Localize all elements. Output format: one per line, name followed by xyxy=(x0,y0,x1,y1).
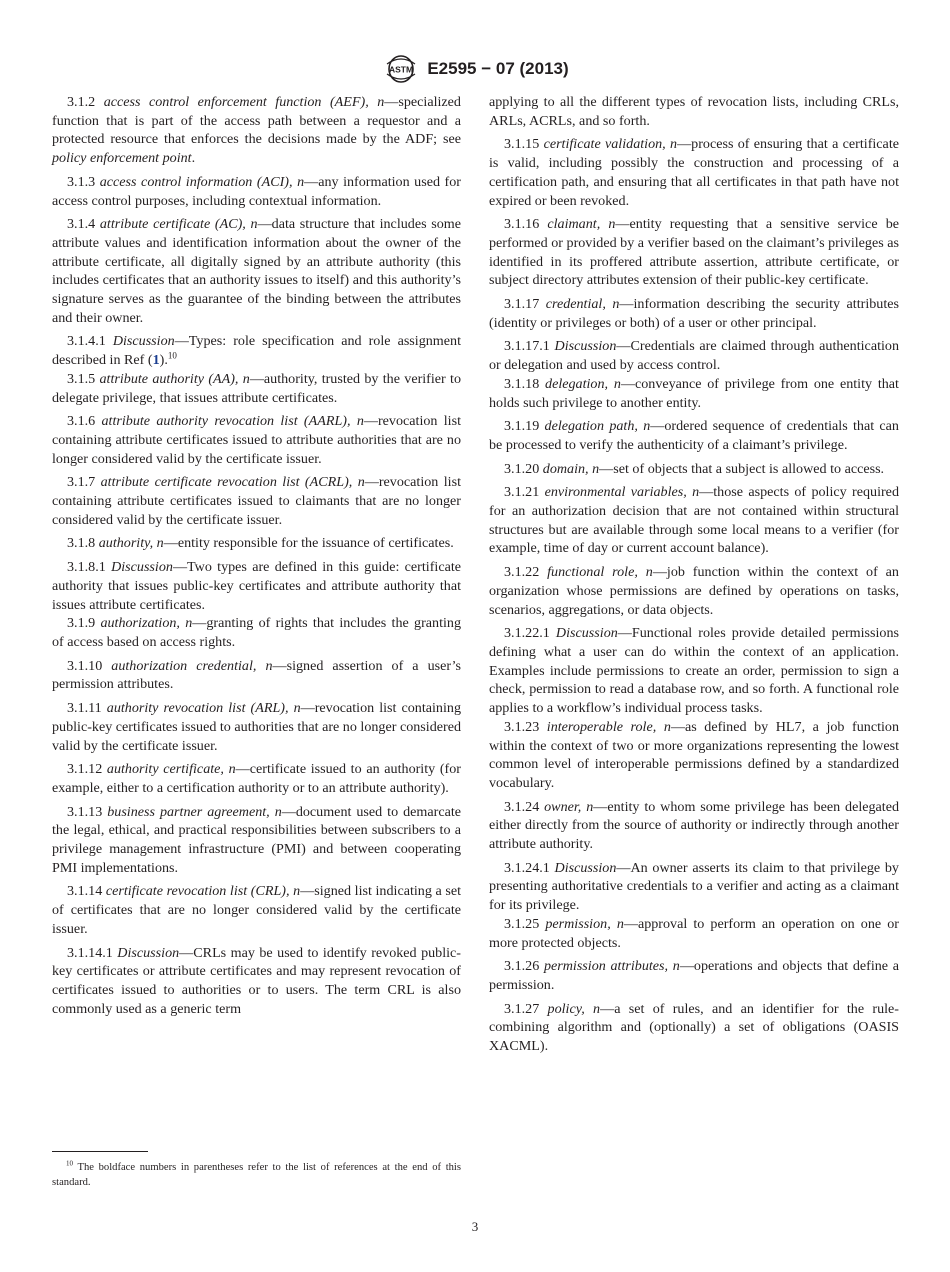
part-of-speech: n xyxy=(265,657,273,674)
clause-number: 3.1.19 xyxy=(504,418,540,435)
definition-text: —revocation list containing attribute certificates issued to attribute authorities that are no longer considered valid by the certificate issuer. xyxy=(52,413,461,467)
part-of-speech: n xyxy=(274,803,282,820)
discussion-text: —Credentials are claimed through authentication or delegation and used by access control. xyxy=(489,338,899,374)
definition-text: —revocation list containing attribute certificates issued to claimants that are no longer considered valid by the certificate issuer. xyxy=(52,474,461,528)
definition-text: —job function within the context of an organization whose permissions are defined by operations on tasks, scenarios, aggregations, or data objects. xyxy=(489,564,899,618)
discussion-text-end: ). xyxy=(159,352,168,369)
definition-paragraph xyxy=(489,215,899,290)
definition-paragraph xyxy=(52,558,461,614)
part-of-speech: n xyxy=(663,718,671,735)
discussion-label: Discussion xyxy=(111,559,173,576)
definition-paragraph xyxy=(52,215,461,327)
definition-paragraph xyxy=(52,412,461,468)
defined-term: attribute authority revocation list (AARL), xyxy=(101,413,351,430)
part-of-speech: n xyxy=(228,761,236,778)
part-of-speech: n xyxy=(613,375,621,392)
defined-term: authorization, xyxy=(100,615,180,632)
clause-number: 3.1.18 xyxy=(504,375,540,392)
definition-paragraph xyxy=(489,624,899,718)
clause-number: 3.1.3 xyxy=(67,173,96,190)
footnote-text: The boldface numbers in parentheses refer to the list of references at the end of this standard. xyxy=(52,1162,461,1188)
definition-text: —signed list indicating a set of certificates that are no longer considered valid by the certificate issuer. xyxy=(52,883,461,937)
definition-paragraph xyxy=(52,473,461,529)
definition-paragraph xyxy=(52,614,461,651)
clause-number: 3.1.2 xyxy=(67,94,96,110)
definition-paragraph xyxy=(489,957,899,994)
part-of-speech: n xyxy=(356,413,364,430)
clause-number: 3.1.23 xyxy=(504,718,540,735)
defined-term: certificate revocation list (CRL), xyxy=(105,883,290,900)
definition-paragraph xyxy=(52,657,461,694)
discussion-text: —CRLs may be used to identify revoked public-key certificates or attribute certificates and may represent revocation of certificates issued to authorities or to users. The term CRL is also commonly used as a generic term xyxy=(52,944,461,1017)
clause-number: 3.1.16 xyxy=(504,216,540,233)
footnote-reference: 10 xyxy=(167,350,177,361)
defined-term: authority, xyxy=(98,535,154,552)
definition-text: —revocation list containing public-key certificates issued to authorities that are no longer considered valid by the certificate issuer. xyxy=(52,700,461,754)
discussion-label: Discussion xyxy=(554,859,617,876)
discussion-label: Discussion xyxy=(112,333,175,350)
part-of-speech: n xyxy=(616,915,624,932)
clause-number: 3.1.22.1 xyxy=(504,625,550,642)
definition-text: —granting of rights that includes the granting of access based on access rights. xyxy=(52,615,461,650)
defined-term: interoperable role, xyxy=(546,718,657,735)
clause-number: 3.1.5 xyxy=(67,370,96,387)
part-of-speech: n xyxy=(377,94,385,110)
discussion-text: —An owner asserts its claim to that privilege by presenting authoritative credentials to a verifier and acting as a claimant for its privilege. xyxy=(489,859,899,914)
clause-number: 3.1.15 xyxy=(504,136,540,153)
definition-text: —as defined by HL7, a job function within the context of two or more organizations representing the lowest common level of interoperable permissions defined by a standardized vocabulary. xyxy=(489,718,900,791)
clause-number: 3.1.13 xyxy=(67,803,103,820)
definition-paragraph xyxy=(489,93,899,130)
defined-term: permission, xyxy=(545,915,611,932)
definition-paragraph xyxy=(52,760,461,797)
definition-tail: . xyxy=(191,150,196,167)
definition-text: —entity requesting that a sensitive service be performed or provided by a verifier based on the claimant’s privileges as identified in its proffered attribute assertion, attribute certificate, or subject directory attributes extension of their public-key certificate. xyxy=(489,216,900,289)
defined-term: delegation, xyxy=(545,375,609,392)
definition-paragraph xyxy=(489,417,899,454)
defined-term: claimant, xyxy=(547,216,601,233)
page-number: 3 xyxy=(471,1219,479,1234)
definition-text: —data structure that includes some attribute values and identification information about the owner of the attribute certificate, all digitally signed by an attribute authority (this includes certificates that an authority issues to itself) and this authority’s signature serves as the guarantee of the binding between the attributes and their owner. xyxy=(52,216,461,326)
clause-number: 3.1.10 xyxy=(67,657,103,674)
reference-number: 1 xyxy=(152,352,160,369)
defined-term: permission attributes, xyxy=(543,958,669,975)
definition-paragraph xyxy=(52,882,461,938)
defined-term: access control information (ACI), xyxy=(99,173,293,190)
clause-number: 3.1.12 xyxy=(67,761,103,778)
defined-term: attribute certificate revocation list (ACRL), xyxy=(100,474,353,491)
defined-term: delegation path, xyxy=(544,418,638,435)
definition-paragraph xyxy=(489,798,899,854)
definition-paragraph xyxy=(489,1000,899,1056)
definition-text: —those aspects of policy required for an authorization decision that are not contained within structural structures but are available through some local means to a verifier (for example, time of day or current account balance). xyxy=(489,484,899,557)
part-of-speech: n xyxy=(670,136,678,153)
definition-text: —set of objects that a subject is allowed to access. xyxy=(599,460,885,477)
logo-text: ASTM xyxy=(389,64,414,75)
part-of-speech: n xyxy=(250,216,258,233)
footnote-mark: 10 xyxy=(66,1159,73,1168)
definition-paragraph xyxy=(52,332,461,369)
part-of-speech: n xyxy=(608,216,616,233)
part-of-speech: n xyxy=(612,296,620,313)
part-of-speech: n xyxy=(672,958,680,975)
definition-text: —certificate issued to an authority (for example, either to a certification authority or to an attribute authority). xyxy=(52,761,461,796)
discussion-label: Discussion xyxy=(554,338,617,355)
part-of-speech: n xyxy=(293,883,301,900)
defined-term: authorization credential, xyxy=(111,657,257,674)
clause-number: 3.1.25 xyxy=(504,915,540,932)
defined-term: owner, xyxy=(544,798,582,815)
clause-number: 3.1.6 xyxy=(67,413,96,430)
clause-number: 3.1.21 xyxy=(504,484,540,501)
clause-number: 3.1.20 xyxy=(504,460,540,477)
clause-number: 3.1.17.1 xyxy=(504,338,550,355)
definition-paragraph xyxy=(52,370,461,407)
definition-paragraph xyxy=(52,93,461,168)
defined-term: certificate validation, xyxy=(543,136,666,153)
definition-text: —signed assertion of a user’s permission attributes. xyxy=(52,657,461,693)
defined-term: policy, xyxy=(547,1000,585,1017)
definition-paragraph xyxy=(489,718,899,793)
left-column xyxy=(52,93,461,1018)
definition-text: —information describing the security attributes (identity or privileges or both) of a user or other principal. xyxy=(489,296,899,331)
part-of-speech: n xyxy=(297,173,305,190)
discussion-label: Discussion xyxy=(117,944,180,961)
definition-text: —a set of rules, and an identifier for the rule-combining algorithm and (optionally) a set of obligations (OASIS XACML). xyxy=(489,1000,899,1055)
definition-text: —conveyance of privilege from one entity that holds such privilege to another entity. xyxy=(489,375,899,411)
clause-number: 3.1.8 xyxy=(67,535,96,552)
definition-paragraph xyxy=(489,915,899,952)
definition-paragraph xyxy=(489,295,899,332)
part-of-speech: n xyxy=(293,700,301,717)
discussion-text: —Two types are defined in this guide: certificate authority that issues public-key certificates and attribute authority that issues attribute certificates. xyxy=(52,559,461,613)
defined-term: authority certificate, xyxy=(106,761,224,778)
part-of-speech: n xyxy=(185,615,193,632)
definition-paragraph xyxy=(489,460,899,479)
discussion-text: —Types: role specification and role assignment described in Ref ( xyxy=(52,333,461,369)
footnote xyxy=(52,1160,461,1190)
definition-paragraph xyxy=(489,563,899,619)
defined-term: access control enforcement function (AEF), xyxy=(103,94,369,110)
part-of-speech: n xyxy=(593,1000,601,1017)
defined-term: environmental variables, xyxy=(544,484,687,501)
clause-number: 3.1.14.1 xyxy=(67,944,113,961)
part-of-speech: n xyxy=(586,798,594,815)
definition-paragraph xyxy=(52,699,461,755)
defined-term: attribute certificate (AC), xyxy=(99,216,246,233)
part-of-speech: n xyxy=(156,535,164,552)
page-header xyxy=(0,52,950,86)
definition-paragraph xyxy=(489,135,899,210)
part-of-speech: n xyxy=(645,564,653,581)
defined-term: credential, xyxy=(545,296,606,313)
clause-number: 3.1.7 xyxy=(67,474,96,491)
part-of-speech: n xyxy=(242,370,250,387)
definition-paragraph xyxy=(489,483,899,558)
definition-text: —approval to perform an operation on one or more protected objects. xyxy=(489,915,899,951)
definition-paragraph xyxy=(52,944,461,1019)
clause-number: 3.1.22 xyxy=(504,564,540,581)
definition-text: —entity responsible for the issuance of certificates. xyxy=(163,535,454,552)
definition-paragraph xyxy=(52,173,461,210)
clause-number: 3.1.27 xyxy=(504,1000,540,1017)
clause-number: 3.1.17 xyxy=(504,296,540,313)
part-of-speech: n xyxy=(692,484,700,501)
clause-number: 3.1.24.1 xyxy=(504,859,550,876)
definition-paragraph xyxy=(489,859,899,915)
right-column xyxy=(489,93,899,1061)
clause-number: 3.1.24 xyxy=(504,798,540,815)
continued-text: applying to all the different types of revocation lists, including CRLs, ARLs, ACRLs, and so forth. xyxy=(489,94,899,129)
part-of-speech: n xyxy=(643,418,651,435)
clause-number: 3.1.4 xyxy=(67,216,96,233)
clause-number: 3.1.8.1 xyxy=(67,559,106,576)
clause-number: 3.1.9 xyxy=(67,615,96,632)
definition-paragraph xyxy=(489,337,899,374)
definition-paragraph xyxy=(52,534,461,553)
part-of-speech: n xyxy=(357,474,365,491)
definition-text: —operations and objects that define a permission. xyxy=(489,958,899,993)
definition-text: —authority, trusted by the verifier to delegate privilege, that issues attribute certificates. xyxy=(52,370,461,406)
defined-term: functional role, xyxy=(547,564,638,581)
defined-term: business partner agreement, xyxy=(107,803,270,820)
defined-term: authority revocation list (ARL), xyxy=(106,700,289,717)
definition-text: —ordered sequence of credentials that can be processed to verify the authenticity of a claimant’s privilege. xyxy=(489,418,899,453)
clause-number: 3.1.11 xyxy=(67,700,102,717)
definition-text: —process of ensuring that a certificate is valid, including possibly the construction and processing of a certification path, and ensuring that all certificates in that path have not expired or been revoked. xyxy=(489,136,899,209)
discussion-label: Discussion xyxy=(555,625,618,642)
discussion-text: —Functional roles provide detailed permissions defining what a user can do within the context of an application. Examples include permissions to create an order, permission to sign a check, permission to read a database row, and so forth. A functional role applies to a workflow’s individual process tasks. xyxy=(489,625,899,717)
clause-number: 3.1.4.1 xyxy=(67,333,106,350)
definition-text: —document used to demarcate the legal, ethical, and practical responsibilities between subscribers to a privilege management infrastructure (PMI) and between cooperating PMI implementations. xyxy=(52,803,462,876)
definition-text: —entity to whom some privilege has been delegated either directly from the source of authority or indirectly through another attribute authority. xyxy=(489,798,900,853)
clause-number: 3.1.14 xyxy=(67,883,103,900)
definition-paragraph xyxy=(489,375,899,412)
defined-term: domain, xyxy=(542,460,589,477)
definition-paragraph xyxy=(52,803,461,878)
definition-text: —any information used for access control purposes, including contextual information. xyxy=(52,173,461,209)
defined-term: attribute authority (AA), xyxy=(99,370,239,387)
cross-reference: policy enforcement point xyxy=(52,150,192,167)
standard-designation: E2595 − 07 (2013) xyxy=(427,59,569,78)
astm-logo-icon xyxy=(381,54,421,84)
footnote-divider xyxy=(52,1151,148,1152)
clause-number: 3.1.26 xyxy=(504,958,540,975)
definition-text: —specialized function that is part of the access path between a requestor and a protected resource that enforces the decisions made by the ADF; see xyxy=(52,94,461,148)
part-of-speech: n xyxy=(592,460,600,477)
